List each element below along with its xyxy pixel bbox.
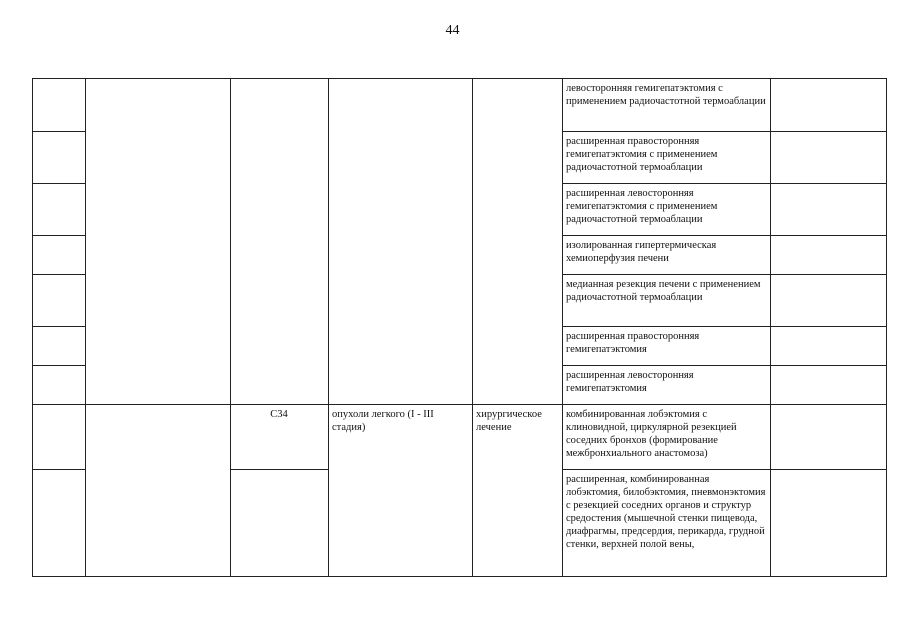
treatment-method-cell: медианная резекция печени с применением радиочастотной термоаблации bbox=[563, 275, 771, 327]
icd-code-cell: C34 bbox=[231, 405, 329, 470]
table-row bbox=[33, 79, 887, 132]
row-number-cell bbox=[33, 184, 86, 236]
row-number-cell bbox=[33, 470, 86, 577]
row-number-cell bbox=[33, 79, 86, 132]
icd-code-cell bbox=[231, 79, 329, 405]
medical-procedures-table bbox=[32, 78, 887, 577]
treatment-method-cell: расширенная правосторонняя гемигепатэктомия bbox=[563, 327, 771, 366]
table-row bbox=[33, 405, 887, 470]
norm-cell bbox=[771, 470, 887, 577]
row-number-cell bbox=[33, 327, 86, 366]
treatment-method-cell: изолированная гипертермическая хемиоперфузия печени bbox=[563, 236, 771, 275]
treatment-method-cell: комбинированная лобэктомия с клиновидной, циркулярной резекцией соседних бронхов (формирование межбронхиального анастомоза) bbox=[563, 405, 771, 470]
norm-cell bbox=[771, 132, 887, 184]
norm-cell bbox=[771, 79, 887, 132]
row-number-cell bbox=[33, 236, 86, 275]
treatment-method-cell: расширенная правосторонняя гемигепатэктомия с применением радиочастотной термоаблации bbox=[563, 132, 771, 184]
treatment-type-cell: хирургическое лечение bbox=[473, 405, 563, 577]
norm-cell bbox=[771, 236, 887, 275]
row-number-cell bbox=[33, 366, 86, 405]
norm-cell bbox=[771, 405, 887, 470]
diagnosis-cell bbox=[329, 79, 473, 405]
treatment-method-cell: расширенная, комбинированная лобэктомия, билобэктомия, пневмонэктомия с резекцией соседних органов и структур средостения (мышечной стенки пищевода, диафрагмы, предсердия, перикарда, грудной стенки, верхней полой вены, bbox=[563, 470, 771, 577]
norm-cell bbox=[771, 366, 887, 405]
norm-cell bbox=[771, 184, 887, 236]
icd-code-cell bbox=[231, 470, 329, 577]
treatment-method-cell: левосторонняя гемигепатэктомия с применением радиочастотной термоаблации bbox=[563, 79, 771, 132]
treatment-method-cell: расширенная левосторонняя гемигепатэктомия bbox=[563, 366, 771, 405]
row-number-cell bbox=[33, 132, 86, 184]
treatment-method-cell: расширенная левосторонняя гемигепатэктомия с применением радиочастотной термоаблации bbox=[563, 184, 771, 236]
row-number-cell bbox=[33, 405, 86, 470]
page-number: 44 bbox=[445, 23, 460, 38]
profile-cell bbox=[86, 405, 231, 577]
profile-cell bbox=[86, 79, 231, 405]
diagnosis-cell: опухоли легкого (I - III стадия) bbox=[329, 405, 473, 577]
row-number-cell bbox=[33, 275, 86, 327]
norm-cell bbox=[771, 327, 887, 366]
treatment-type-cell bbox=[473, 79, 563, 405]
norm-cell bbox=[771, 275, 887, 327]
